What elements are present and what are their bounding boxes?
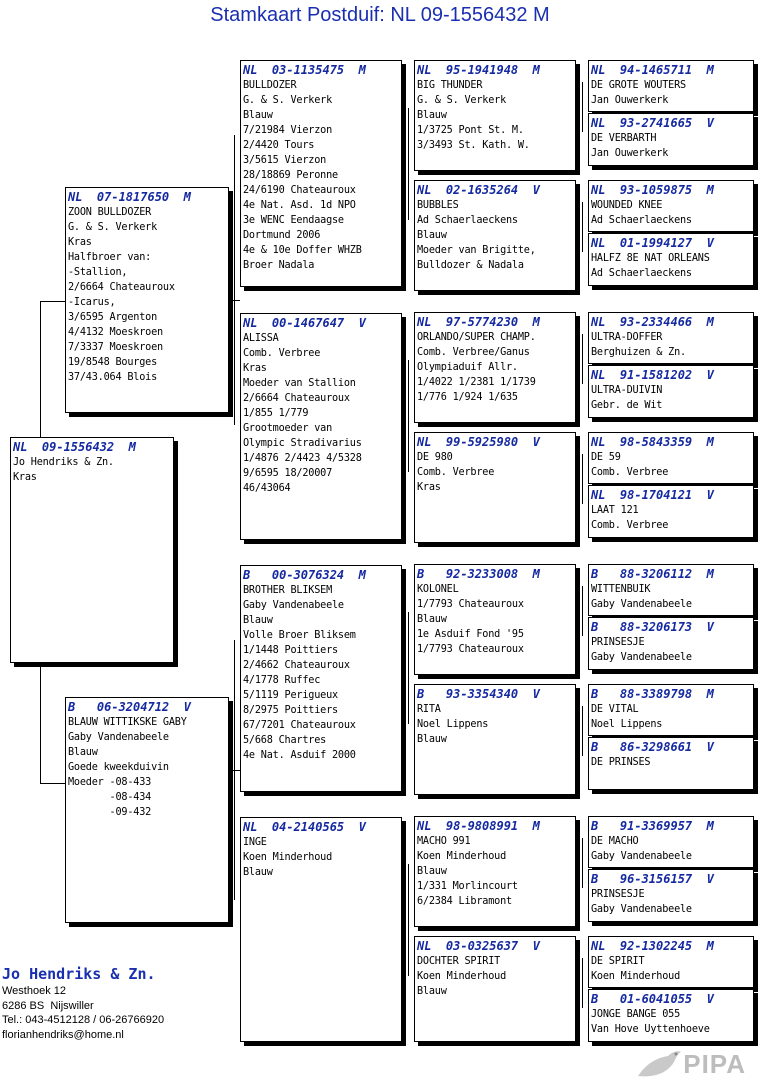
- pigeon-detail: Comb. Verbree: [591, 467, 669, 478]
- pigeon-detail: 4/1778 Ruffec: [243, 675, 321, 686]
- pigeon-detail: 5/1119 Perigueux: [243, 690, 338, 701]
- ring-number: B 88-3206173 V: [591, 620, 714, 634]
- pigeon-card: [414, 432, 576, 543]
- pigeon-detail: Comb. Verbree: [243, 348, 321, 359]
- pigeon-detail: Jan Ouwerkerk: [591, 148, 669, 159]
- pigeon-detail: Gaby Vandenabeele: [68, 732, 169, 743]
- pigeon-detail: Comb. Verbree/Ganus: [417, 347, 530, 358]
- connector-line: [40, 301, 41, 437]
- pigeon-name: DE PRINSES: [591, 757, 651, 768]
- pigeon-detail: Comb. Verbree: [417, 467, 495, 478]
- ring-number: NL 09-1556432 M: [13, 440, 136, 454]
- ring-number: NL 02-1635264 V: [417, 183, 540, 197]
- pigeon-detail: -08-434: [68, 792, 152, 803]
- connector-line: [408, 360, 409, 472]
- pigeon-detail: Olympiaduif Allr.: [417, 362, 518, 373]
- pigeon-detail: 7/3337 Moeskroen: [68, 342, 163, 353]
- pigeon-detail: Olympic Stradivarius: [243, 438, 362, 449]
- pigeon-name: DE SPIRIT: [591, 956, 645, 967]
- pigeon-card: [240, 817, 402, 1042]
- pigeon-detail: Kras: [68, 237, 92, 248]
- ring-number: B 88-3389798 M: [591, 687, 714, 701]
- pigeon-card: [588, 60, 754, 112]
- ring-number: NL 93-1059875 M: [591, 183, 714, 197]
- pigeon-detail: Koen Minderhoud: [243, 852, 333, 863]
- pigeon-detail: Blauw: [417, 734, 447, 745]
- ring-number: NL 94-1465711 M: [591, 63, 714, 77]
- ring-number: NL 98-5843359 M: [591, 435, 714, 449]
- pigeon-detail: Jan Ouwerkerk: [591, 95, 669, 106]
- connector-line: [228, 300, 240, 301]
- pigeon-detail: Blauw: [68, 747, 98, 758]
- pigeon-detail: 6/2384 Libramont: [417, 896, 512, 907]
- owner-phone: Tel.: 043-4512128 / 06-26766920: [2, 1014, 165, 1026]
- pigeon-card: [414, 564, 576, 675]
- pigeon-detail: Halfbroer van:: [68, 252, 152, 263]
- pigeon-name: MACHO 991: [417, 836, 471, 847]
- pigeon-card: [240, 565, 402, 792]
- pigeon-card: [414, 936, 576, 1042]
- pigeon-detail: 37/43.064 Blois: [68, 372, 158, 383]
- pigeon-detail: Blauw: [417, 614, 447, 625]
- pigeon-detail: Gaby Vandenabeele: [591, 904, 692, 915]
- pigeon-detail: 1/7793 Chateauroux: [417, 644, 524, 655]
- pigeon-detail: Blauw: [417, 986, 447, 997]
- ring-number: NL 97-5774230 M: [417, 315, 540, 329]
- pigeon-detail: 7/21984 Vierzon: [243, 125, 333, 136]
- pigeon-detail: Noel Lippens: [591, 719, 663, 730]
- owner-email: florianhendriks@home.nl: [2, 1028, 124, 1041]
- ring-number: B 92-3233008 M: [417, 567, 540, 581]
- pigeon-name: INGE: [243, 837, 267, 848]
- pigeon-detail: 1/4876 2/4423 4/5328: [243, 453, 362, 464]
- connector-line: [582, 82, 583, 132]
- ring-number: NL 93-2741665 V: [591, 116, 714, 130]
- pigeon-name: DE GROTE WOUTERS: [591, 80, 686, 91]
- pigeon-detail: 3/3493 St. Kath. W.: [417, 140, 530, 151]
- pigeon-name: PRINSESJE: [591, 889, 645, 900]
- pigeon-detail: -Icarus,: [68, 297, 116, 308]
- pigeon-detail: Blauw: [243, 615, 273, 626]
- logo-text: PIPA: [683, 1049, 746, 1079]
- pigeon-card: [414, 180, 576, 291]
- ring-number: NL 03-1135475 M: [243, 63, 366, 77]
- ring-number: NL 98-9808991 M: [417, 819, 540, 833]
- ring-number: NL 01-1994127 V: [591, 236, 714, 250]
- pigeon-detail: 1/4022 1/2381 1/1739: [417, 377, 536, 388]
- connector-line: [582, 838, 583, 888]
- pigeon-name: BIG THUNDER: [417, 80, 483, 91]
- ring-number: NL 91-1581202 V: [591, 368, 714, 382]
- pigeon-detail: Kras: [417, 482, 441, 493]
- pigeon-card: [240, 60, 402, 287]
- pigeon-card: [414, 60, 576, 171]
- pigeon-detail: Gaby Vandenabeele: [591, 652, 692, 663]
- ring-number: B 93-3354340 V: [417, 687, 540, 701]
- connector-line: [234, 135, 235, 425]
- ring-number: NL 98-1704121 V: [591, 488, 714, 502]
- pigeon-detail: 1/776 1/924 1/635: [417, 392, 518, 403]
- connector-line: [582, 958, 583, 1008]
- connector-line: [408, 864, 409, 976]
- pigeon-card: [588, 989, 754, 1042]
- pigeon-detail: Kras: [243, 363, 267, 374]
- pigeon-detail: Koen Minderhoud: [417, 971, 507, 982]
- pigeon-detail: 5/668 Chartres: [243, 735, 327, 746]
- pigeon-card: [414, 312, 576, 423]
- pigeon-card: [588, 312, 754, 364]
- pigeon-detail: Blauw: [417, 866, 447, 877]
- ring-number: NL 07-1817650 M: [68, 190, 191, 204]
- owner-postcode: 6286 BS Nijswiller: [2, 999, 94, 1012]
- pigeon-detail: Comb. Verbree: [591, 520, 669, 531]
- pigeon-card: [65, 187, 229, 413]
- pigeon-card: [588, 432, 754, 484]
- pigeon-detail: Dortmund 2006: [243, 230, 321, 241]
- pigeon-detail: 2/4662 Chateauroux: [243, 660, 350, 671]
- pigeon-name: DE 980: [417, 452, 453, 463]
- connector-line: [40, 663, 41, 783]
- connector-line: [582, 334, 583, 384]
- pigeon-card: [588, 869, 754, 922]
- pigeon-detail: 3e WENC Eendaagse: [243, 215, 344, 226]
- pigeon-detail: 8/2975 Poittiers: [243, 705, 338, 716]
- pigeon-card: [588, 113, 754, 166]
- ring-number: NL 99-5925980 V: [417, 435, 540, 449]
- pigeon-detail: 1/3725 Pont St. M.: [417, 125, 524, 136]
- pigeon-detail: Blauw: [417, 110, 447, 121]
- pigeon-detail: Ad Schaerlaeckens: [417, 215, 518, 226]
- pigeon-detail: G. & S. Verkerk: [243, 95, 333, 106]
- ring-number: NL 00-1467647 V: [243, 316, 366, 330]
- ring-number: B 06-3204712 V: [68, 700, 191, 714]
- pigeon-name: BUBBLES: [417, 200, 459, 211]
- pigeon-card: [588, 365, 754, 418]
- pigeon-card: [588, 816, 754, 868]
- pigeon-name: WITTENBUIK: [591, 584, 651, 595]
- pigeon-name: ULTRA-DUIVIN: [591, 385, 663, 396]
- pigeon-name: RITA: [417, 704, 441, 715]
- pigeon-detail: 4/4132 Moeskroen: [68, 327, 163, 338]
- pigeon-name: DE 59: [591, 452, 621, 463]
- pipa-logo: [628, 1044, 754, 1084]
- pigeon-card: [240, 313, 402, 540]
- pigeon-detail: 28/18869 Peronne: [243, 170, 338, 181]
- ring-number: B 01-6041055 V: [591, 992, 714, 1006]
- pigeon-card: [588, 233, 754, 286]
- connector-line: [582, 586, 583, 636]
- pigeon-detail: Grootmoeder van: [243, 423, 333, 434]
- pigeon-detail: Moeder van Stallion: [243, 378, 356, 389]
- pigeon-card: [414, 684, 576, 795]
- ring-number: NL 04-2140565 V: [243, 820, 366, 834]
- connector-line: [40, 301, 65, 302]
- pigeon-name: DE MACHO: [591, 836, 639, 847]
- pigeon-detail: 67/7201 Chateauroux: [243, 720, 356, 731]
- pigeon-name: BROTHER BLIKSEM: [243, 585, 333, 596]
- pigeon-detail: -Stallion,: [68, 267, 128, 278]
- pigeon-card: [414, 816, 576, 927]
- pigeon-detail: Blauw: [417, 230, 447, 241]
- pigeon-detail: Blauw: [243, 110, 273, 121]
- pigeon-detail: 1/331 Morlincourt: [417, 881, 518, 892]
- pigeon-name: DE VERBARTH: [591, 133, 657, 144]
- pigeon-detail: Bulldozer & Nadala: [417, 260, 524, 271]
- owner-block: [2, 964, 164, 1042]
- pigeon-detail: Goede kweekduivin: [68, 762, 169, 773]
- pigeon-card: [588, 180, 754, 232]
- ring-number: B 96-3156157 V: [591, 872, 714, 886]
- pigeon-card: [588, 737, 754, 790]
- pigeon-detail: 1/7793 Chateauroux: [417, 599, 524, 610]
- pigeon-detail: 4e & 10e Doffer WHZB: [243, 245, 362, 256]
- pigeon-card: [588, 485, 754, 538]
- pigeon-detail: 1/855 1/779: [243, 408, 309, 419]
- pigeon-name: LAAT 121: [591, 505, 639, 516]
- pigeon-card: [588, 564, 754, 616]
- pigeon-card: [10, 437, 174, 663]
- pigeon-detail: 3/6595 Argenton: [68, 312, 158, 323]
- pigeon-name: DE VITAL: [591, 704, 639, 715]
- connector-line: [582, 706, 583, 756]
- ring-number: NL 95-1941948 M: [417, 63, 540, 77]
- pigeon-detail: Volle Broer Bliksem: [243, 630, 356, 641]
- connector-line: [408, 108, 409, 220]
- pigeon-name: ALISSA: [243, 333, 279, 344]
- pigeon-name: ORLANDO/SUPER CHAMP.: [417, 332, 536, 343]
- pigeon-detail: 1e Asduif Fond '95: [417, 629, 524, 640]
- connector-line: [408, 612, 409, 724]
- pigeon-card: [65, 697, 229, 923]
- pigeon-detail: Noel Lippens: [417, 719, 489, 730]
- pigeon-detail: 2/6664 Chateauroux: [68, 282, 175, 293]
- page-title: Stamkaart Postduif: NL 09-1556432 M: [210, 4, 550, 26]
- ring-number: NL 93-2334466 M: [591, 315, 714, 329]
- connector-line: [582, 454, 583, 504]
- pigeon-detail: Ad Schaerlaeckens: [591, 215, 692, 226]
- pigeon-detail: Kras: [13, 472, 37, 483]
- pigeon-detail: 1/1448 Poittiers: [243, 645, 338, 656]
- pigeon-detail: 4e Nat. Asd. 1d NPO: [243, 200, 356, 211]
- dove-icon: [634, 1046, 684, 1084]
- pigeon-detail: 4e Nat. Asduif 2000: [243, 750, 356, 761]
- pigeon-detail: Gaby Vandenabeele: [591, 599, 692, 610]
- pigeon-detail: G. & S. Verkerk: [417, 95, 507, 106]
- pigeon-name: ULTRA-DOFFER: [591, 332, 663, 343]
- pigeon-detail: 2/6664 Chateauroux: [243, 393, 350, 404]
- pigeon-detail: -09-432: [68, 807, 152, 818]
- pigeon-detail: Koen Minderhoud: [591, 971, 681, 982]
- pigeon-detail: G. & S. Verkerk: [68, 222, 158, 233]
- pigeon-detail: 9/6595 18/20007: [243, 468, 333, 479]
- pigeon-name: JONGE BANGE 055: [591, 1009, 681, 1020]
- pigeon-name: BULLDOZER: [243, 80, 297, 91]
- pigeon-card: [588, 684, 754, 736]
- pigeon-detail: Broer Nadala: [243, 260, 315, 271]
- pigeon-detail: Blauw: [243, 867, 273, 878]
- pigeon-detail: 19/8548 Bourges: [68, 357, 158, 368]
- owner-name: Jo Hendriks & Zn.: [2, 965, 156, 983]
- pigeon-name: BLAUW WITTIKSKE GABY: [68, 717, 187, 728]
- connector-line: [582, 202, 583, 252]
- pigeon-detail: Moeder van Brigitte,: [417, 245, 536, 256]
- pigeon-detail: Gaby Vandenabeele: [243, 600, 344, 611]
- owner-address: Westhoek 12: [2, 985, 67, 997]
- ring-number: B 88-3206112 M: [591, 567, 714, 581]
- pigeon-detail: Gebr. de Wit: [591, 400, 663, 411]
- pigeon-name: PRINSESJE: [591, 637, 645, 648]
- ring-number: B 91-3369957 M: [591, 819, 714, 833]
- pigeon-detail: 24/6190 Chateauroux: [243, 185, 356, 196]
- connector-line: [40, 783, 65, 784]
- pigeon-detail: 46/43064: [243, 483, 291, 494]
- ring-number: B 00-3076324 M: [243, 568, 366, 582]
- pigeon-name: DOCHTER SPIRIT: [417, 956, 501, 967]
- pigeon-name: ZOON BULLDOZER: [68, 207, 152, 218]
- ring-number: NL 92-1302245 M: [591, 939, 714, 953]
- pigeon-detail: Berghuizen & Zn.: [591, 347, 686, 358]
- pigeon-detail: Moeder -08-433: [68, 777, 152, 788]
- ring-number: B 86-3298661 V: [591, 740, 714, 754]
- pigeon-detail: Ad Schaerlaeckens: [591, 268, 692, 279]
- pigeon-name: KOLONEL: [417, 584, 459, 595]
- pigeon-detail: Koen Minderhoud: [417, 851, 507, 862]
- pigeon-detail: 3/5615 Vierzon: [243, 155, 327, 166]
- pigeon-detail: Van Hove Uyttenhoeve: [591, 1024, 710, 1035]
- pigeon-name: HALFZ 8E NAT ORLEANS: [591, 253, 710, 264]
- pigeon-card: [588, 936, 754, 988]
- pigeon-detail: Jo Hendriks & Zn.: [13, 457, 114, 468]
- pigeon-detail: 2/4420 Tours: [243, 140, 315, 151]
- ring-number: NL 03-0325637 V: [417, 939, 540, 953]
- pigeon-name: WOUNDED KNEE: [591, 200, 663, 211]
- pigeon-detail: Gaby Vandenabeele: [591, 851, 692, 862]
- pigeon-card: [588, 617, 754, 670]
- connector-line: [228, 770, 240, 771]
